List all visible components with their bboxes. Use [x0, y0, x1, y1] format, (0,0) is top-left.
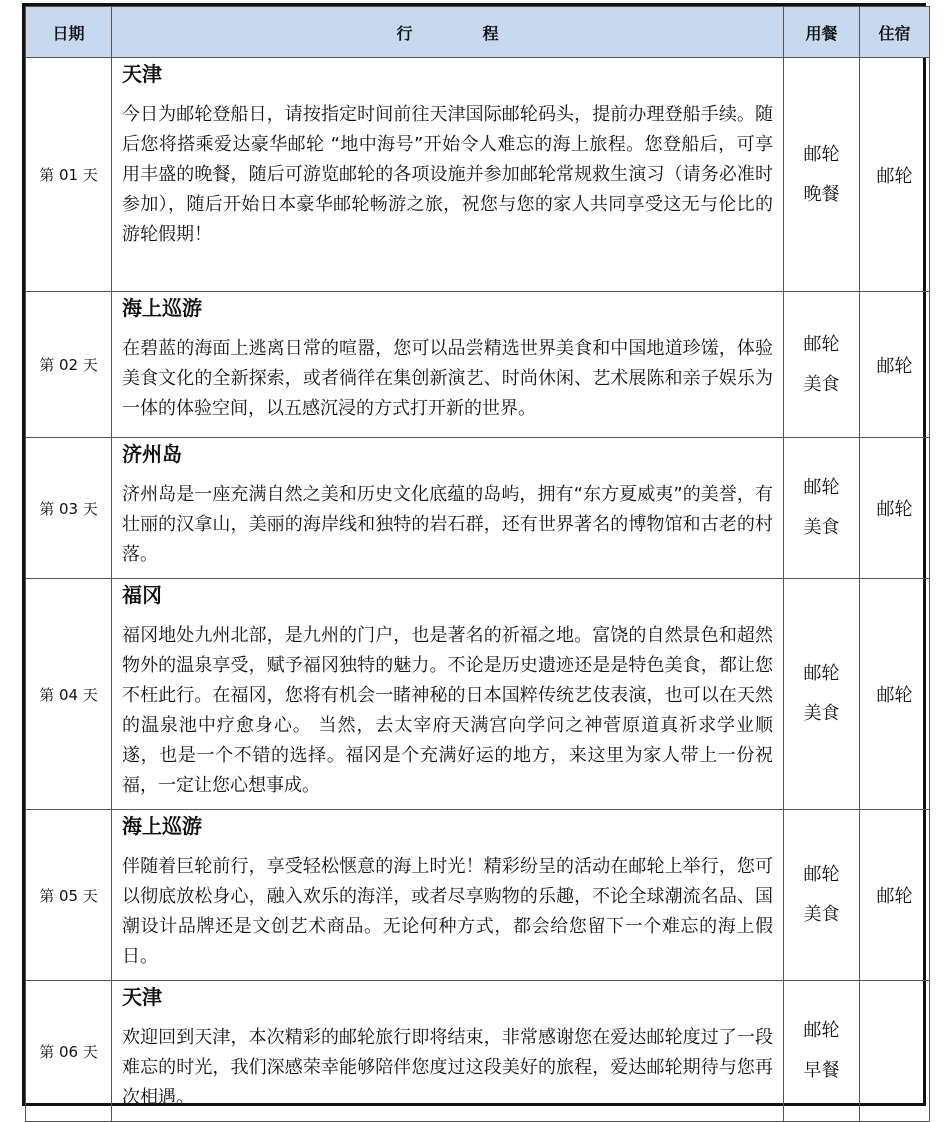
- meal-line-1: 邮轮: [803, 477, 840, 498]
- itinerary-description: 今日为邮轮登船日，请按指定时间前往天津国际邮轮码头，提前办理登船手续。随后您将搭乘爱达豪华邮轮 “地中海号”开始令人难忘的海上旅程。您登船后，可享用丰盛的晚餐，随后可游览邮轮的各项设施并参加邮轮常规救生演习（请务必准时参加），随后开始日本豪华邮轮畅游之旅，祝您与您的家人共同享受这无与伦比的游轮假期！: [122, 104, 773, 245]
- lodging-cell: 邮轮: [860, 579, 930, 810]
- meal-line-1: 邮轮: [803, 143, 840, 165]
- table-row: [26, 292, 930, 438]
- lodging-cell: 邮轮: [860, 292, 930, 438]
- itinerary-description: 济州岛是一座充满自然之美和历史文化底蕴的岛屿，拥有“东方夏威夷”的美誉，有壮丽的汉拿山，美丽的海岸线和独特的岩石群，还有世界著名的博物馆和古老的村落。: [122, 484, 773, 565]
- itinerary-cell: [112, 58, 784, 292]
- city-title: 海上巡游: [122, 814, 202, 838]
- meal-line-2: 美食: [803, 904, 840, 925]
- meal-cell: [784, 579, 860, 810]
- meal-cell: [784, 981, 860, 1122]
- meal-line-1: 邮轮: [803, 1020, 840, 1041]
- table-row: [26, 58, 930, 292]
- city-title: 天津: [122, 62, 162, 86]
- itinerary-cell: [112, 981, 784, 1122]
- table-row: [26, 981, 930, 1122]
- table-row: [26, 438, 930, 579]
- itinerary-table-frame: [22, 3, 926, 1106]
- city-title: 济州岛: [122, 442, 182, 466]
- day-label: 第 01 天: [26, 58, 112, 292]
- meal-line-1: 邮轮: [803, 864, 840, 885]
- header-date: 日期: [26, 7, 112, 58]
- day-label: 第 04 天: [26, 579, 112, 810]
- itinerary-table: [25, 6, 930, 1122]
- itinerary-cell: [112, 292, 784, 438]
- day-label: 第 03 天: [26, 438, 112, 579]
- header-itinerary: 行程: [112, 7, 784, 58]
- header-lodging: 住宿: [860, 7, 930, 58]
- itinerary-description: 福冈地处九州北部，是九州的门户，也是著名的祈福之地。富饶的自然景色和超然物外的温泉享受，赋予福冈独特的魅力。不论是历史遗迹还是是特色美食，都让您不枉此行。在福冈，您将有机会一睹神秘的日本国粹传统艺伎表演，也可以在天然的温泉池中疗愈身心。 当然，去太宰府天满宫向学问之神菅原道真祈求学业顺遂，也是一个不错的选择。福冈是个充满好运的地方，来这里为家人带上一份祝福，一定让您心想事成。: [122, 625, 773, 796]
- header-meals: 用餐: [784, 7, 860, 58]
- itinerary-cell: [112, 810, 784, 981]
- lodging-cell: 邮轮: [860, 810, 930, 981]
- city-title: 海上巡游: [122, 296, 202, 320]
- itinerary-description: 在碧蓝的海面上逃离日常的喧嚣，您可以品尝精选世界美食和中国地道珍馐，体验美食文化的全新探索，或者徜徉在集创新演艺、时尚休闲、艺术展陈和亲子娱乐为一体的体验空间，以五感沉浸的方式打开新的世界。: [122, 338, 773, 419]
- day-label: 第 02 天: [26, 292, 112, 438]
- meal-line-2: 早餐: [803, 1060, 840, 1081]
- lodging-cell: 邮轮: [860, 58, 930, 292]
- city-title: 天津: [122, 985, 162, 1009]
- itinerary-cell: [112, 438, 784, 579]
- meal-cell: [784, 292, 860, 438]
- day-label: 第 05 天: [26, 810, 112, 981]
- meal-line-2: 美食: [803, 373, 840, 395]
- itinerary-description: 欢迎回到天津，本次精彩的邮轮旅行即将结束，非常感谢您在爱达邮轮度过了一段难忘的时光，我们深感荣幸能够陪伴您度过这段美好的旅程，爱达邮轮期待与您再次相遇。: [122, 1027, 773, 1108]
- meal-line-1: 邮轮: [803, 663, 840, 684]
- meal-cell: [784, 58, 860, 292]
- meal-cell: [784, 438, 860, 579]
- meal-line-1: 邮轮: [803, 333, 840, 355]
- meal-line-2: 美食: [803, 703, 840, 724]
- meal-cell: [784, 810, 860, 981]
- day-label: 第 06 天: [26, 981, 112, 1122]
- lodging-cell: [860, 981, 930, 1122]
- table-header-row: [26, 7, 930, 58]
- city-title: 福冈: [122, 583, 162, 607]
- table-row: [26, 810, 930, 981]
- lodging-cell: 邮轮: [860, 438, 930, 579]
- table-row: [26, 579, 930, 810]
- itinerary-description: 伴随着巨轮前行，享受轻松惬意的海上时光！精彩纷呈的活动在邮轮上举行，您可以彻底放松身心，融入欢乐的海洋，或者尽享购物的乐趣，不论全球潮流名品、国潮设计品牌还是文创艺术商品。无论何种方式，都会给您留下一个难忘的海上假日。: [122, 856, 773, 967]
- meal-line-2: 美食: [803, 517, 840, 538]
- itinerary-cell: [112, 579, 784, 810]
- meal-line-2: 晚餐: [803, 183, 840, 205]
